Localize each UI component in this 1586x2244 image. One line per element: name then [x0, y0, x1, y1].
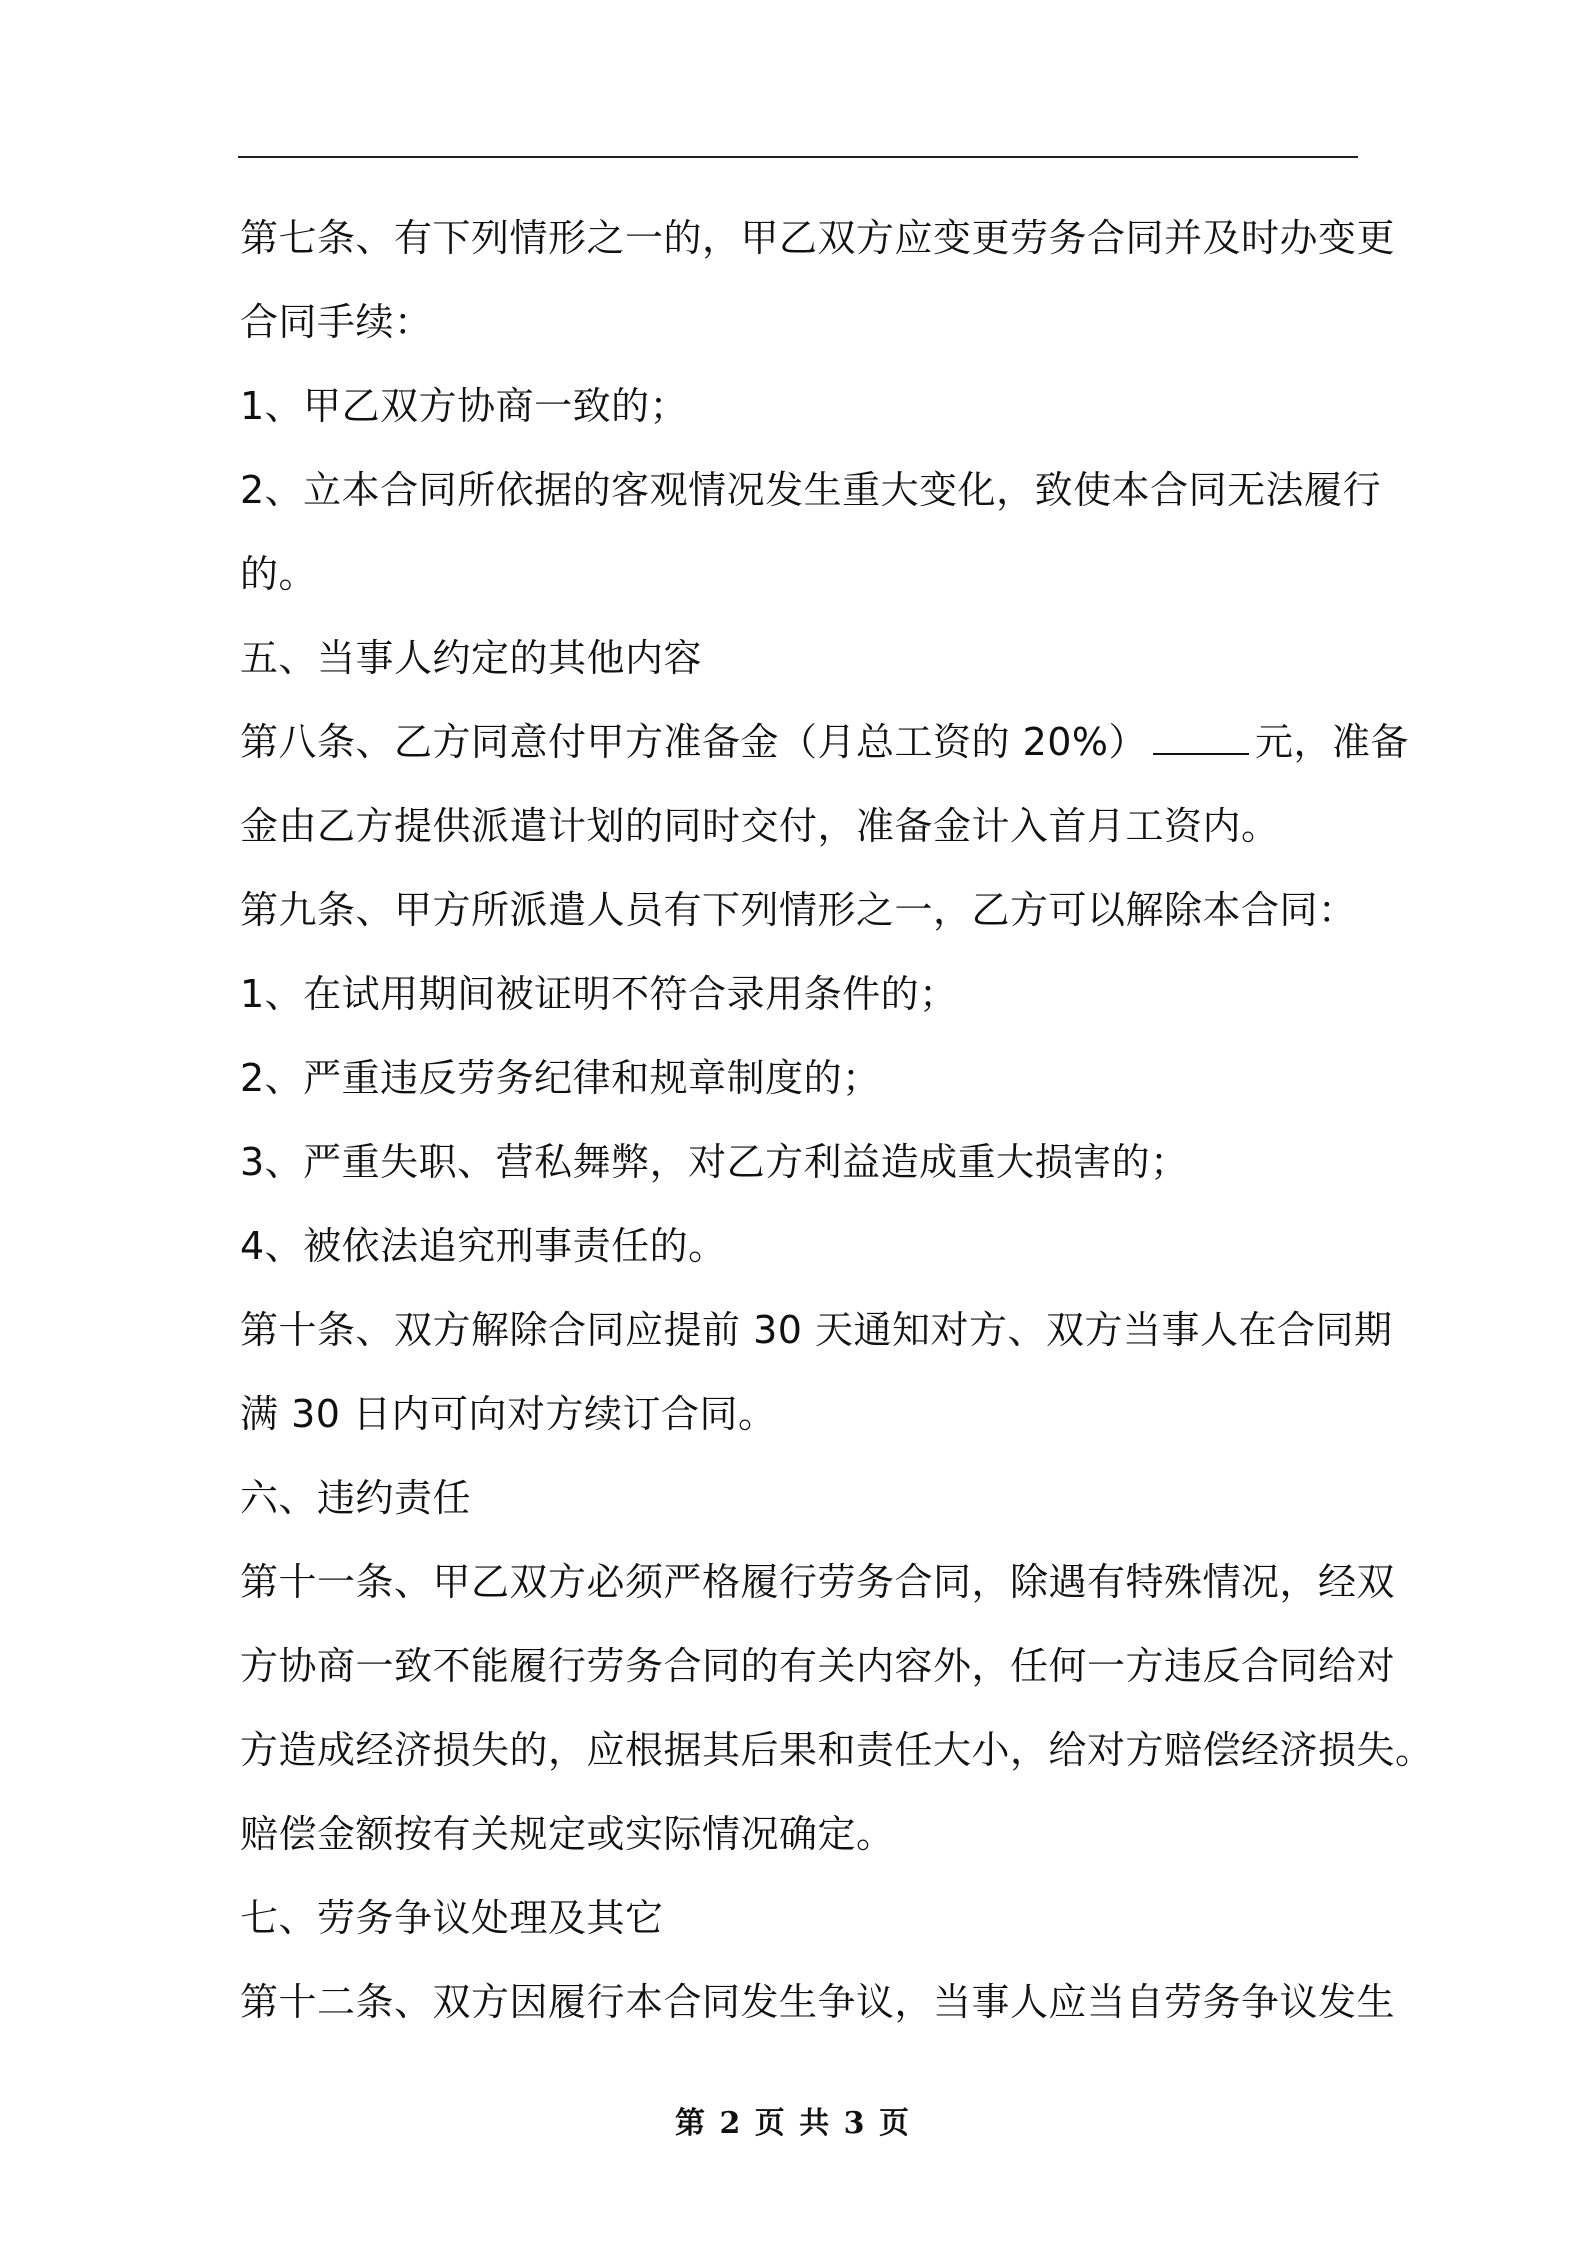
section-heading: 六、违约责任 [240, 1476, 472, 1520]
document-body [240, 196, 1434, 2044]
text-line: 4、被依法追究刑事责任的。 [240, 1224, 727, 1268]
text-segment: 元，准备 [1255, 720, 1410, 764]
fill-in-blank [1153, 723, 1249, 755]
text-segment: 第八条、乙方同意付甲方准备金（月总工资的 20%） [240, 720, 1148, 764]
text-line: 满 30 日内可向对方续订合同。 [240, 1392, 777, 1436]
text-line: 3、严重失职、营私舞弊，对乙方利益造成重大损害的； [240, 1140, 1189, 1184]
text-line: 第九条、甲方所派遣人员有下列情形之一，乙方可以解除本合同： [240, 888, 1357, 932]
section-heading: 七、劳务争议处理及其它 [240, 1896, 664, 1940]
text-line: 方造成经济损失的，应根据其后果和责任大小，给对方赔偿经济损失。 [240, 1728, 1434, 1772]
text-line: 1、甲乙双方协商一致的； [240, 384, 689, 428]
text-line: 的。 [240, 552, 318, 596]
text-line: 第七条、有下列情形之一的，甲乙双方应变更劳务合同并及时办变更 [240, 216, 1396, 260]
page-number: 第 2 页 共 3 页 [675, 2106, 911, 2141]
text-line: 合同手续： [240, 300, 433, 344]
text-line: 第十一条、甲乙双方必须严格履行劳务合同，除遇有特殊情况，经双 [240, 1560, 1396, 1604]
text-line: 第十条、双方解除合同应提前 30 天通知对方、双方当事人在合同期 [240, 1308, 1393, 1352]
text-line: 赔偿金额按有关规定或实际情况确定。 [240, 1812, 895, 1856]
text-line: 第十二条、双方因履行本合同发生争议，当事人应当自劳务争议发生 [240, 1980, 1396, 2024]
text-line: 1、在试用期间被证明不符合录用条件的； [240, 972, 958, 1016]
text-line: 2、立本合同所依据的客观情况发生重大变化，致使本合同无法履行 [240, 468, 1382, 512]
text-line-with-blank [240, 700, 1410, 784]
section-heading: 五、当事人约定的其他内容 [240, 636, 703, 680]
text-line: 金由乙方提供派遣计划的同时交付，准备金计入首月工资内。 [240, 804, 1280, 848]
text-line: 2、严重违反劳务纪律和规章制度的； [240, 1056, 881, 1100]
header-rule [238, 156, 1358, 158]
text-line: 方协商一致不能履行劳务合同的有关内容外，任何一方违反合同给对 [240, 1644, 1396, 1688]
